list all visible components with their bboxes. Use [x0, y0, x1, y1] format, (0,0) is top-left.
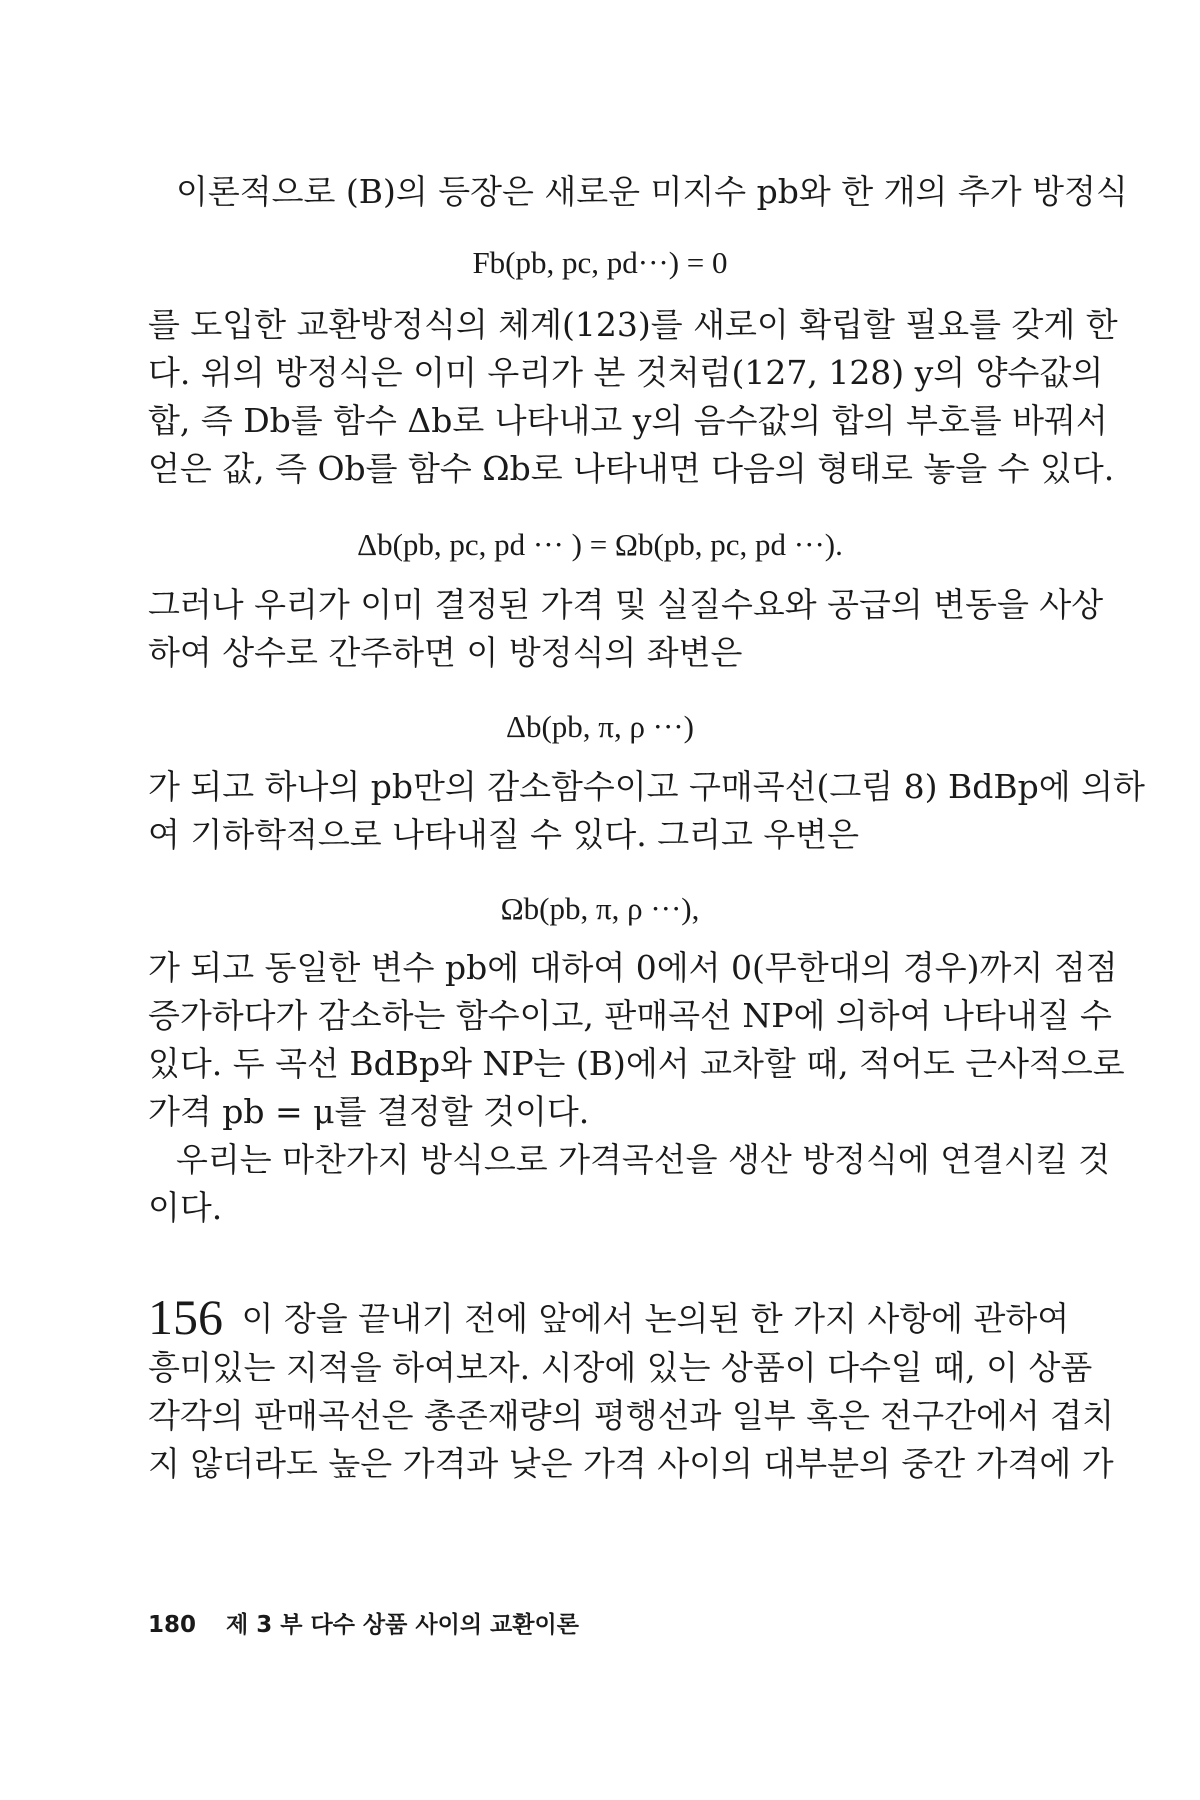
running-head: 제 3 부 다수 상품 사이의 교환이론: [226, 1612, 579, 1638]
paragraph-5-line-4: 가격 pb = μ를 결정할 것이다.: [148, 1092, 590, 1131]
section-number: 156: [148, 1289, 223, 1345]
paragraph-3-line-2: 하여 상수로 간주하면 이 방정식의 좌변은: [148, 633, 743, 672]
page-number: 180: [148, 1612, 197, 1638]
section-156-line-2: 흥미있는 지적을 하여보자. 시장에 있는 상품이 다수일 때, 이 상품: [148, 1348, 1093, 1387]
paragraph-5-line-3: 있다. 두 곡선 BdBp와 NP는 (B)에서 교차할 때, 적어도 근사적으로: [148, 1044, 1125, 1083]
paragraph-2-line-4: 얻은 값, 즉 Ob를 함수 Ωb로 나타내면 다음의 형태로 놓을 수 있다.: [148, 449, 1115, 488]
section-156-line-1: [148, 1289, 1070, 1345]
paragraph-4-line-1: 가 되고 하나의 pb만의 감소함수이고 구매곡선(그림 8) BdBp에 의하: [148, 767, 1145, 806]
paragraph-2-line-3: 합, 즉 Db를 함수 Δb로 나타내고 y의 음수값의 합의 부호를 바꿔서: [148, 401, 1108, 440]
equation-2: Δb(pb, pc, pd ··· ) = Ωb(pb, pc, pd ···).: [357, 527, 843, 562]
paragraph-5-line-2: 증가하다가 감소하는 함수이고, 판매곡선 NP에 의하여 나타내질 수: [148, 996, 1112, 1035]
paragraph-4-line-2: 여 기하학적으로 나타내질 수 있다. 그리고 우변은: [148, 815, 859, 854]
section-156-line-3: 각각의 판매곡선은 총존재량의 평행선과 일부 혹은 전구간에서 겹치: [148, 1396, 1115, 1435]
equation-4: Ωb(pb, π, ρ ···),: [500, 891, 700, 926]
paragraph-2-line-2: 다. 위의 방정식은 이미 우리가 본 것처럼(127, 128) y의 양수값의: [148, 353, 1104, 392]
paragraph-6-line-1: 우리는 마찬가지 방식으로 가격곡선을 생산 방정식에 연결시킬 것: [176, 1140, 1111, 1179]
section-156-line-1-text: 이 장을 끝내기 전에 앞에서 논의된 한 가지 사항에 관하여: [241, 1299, 1070, 1338]
paragraph-6-line-2: 이다.: [148, 1188, 223, 1227]
paragraph-5-line-1: 가 되고 동일한 변수 pb에 대하여 0에서 0(무한대의 경우)까지 점점: [148, 948, 1118, 987]
paragraph-1-line-1: 이론적으로 (B)의 등장은 새로운 미지수 pb와 한 개의 추가 방정식: [176, 172, 1128, 211]
paragraph-2-line-1: 를 도입한 교환방정식의 체계(123)를 새로이 확립할 필요를 갖게 한: [148, 305, 1118, 344]
equation-3: Δb(pb, π, ρ ···): [506, 709, 694, 744]
paragraph-3-line-1: 그러나 우리가 이미 결정된 가격 및 실질수요와 공급의 변동을 사상: [148, 585, 1104, 624]
equation-1: Fb(pb, pc, pd···) = 0: [472, 245, 728, 280]
section-156-line-4: 지 않더라도 높은 가격과 낮은 가격 사이의 대부분의 중간 가격에 가: [148, 1444, 1114, 1483]
page-footer: [148, 1610, 579, 1640]
